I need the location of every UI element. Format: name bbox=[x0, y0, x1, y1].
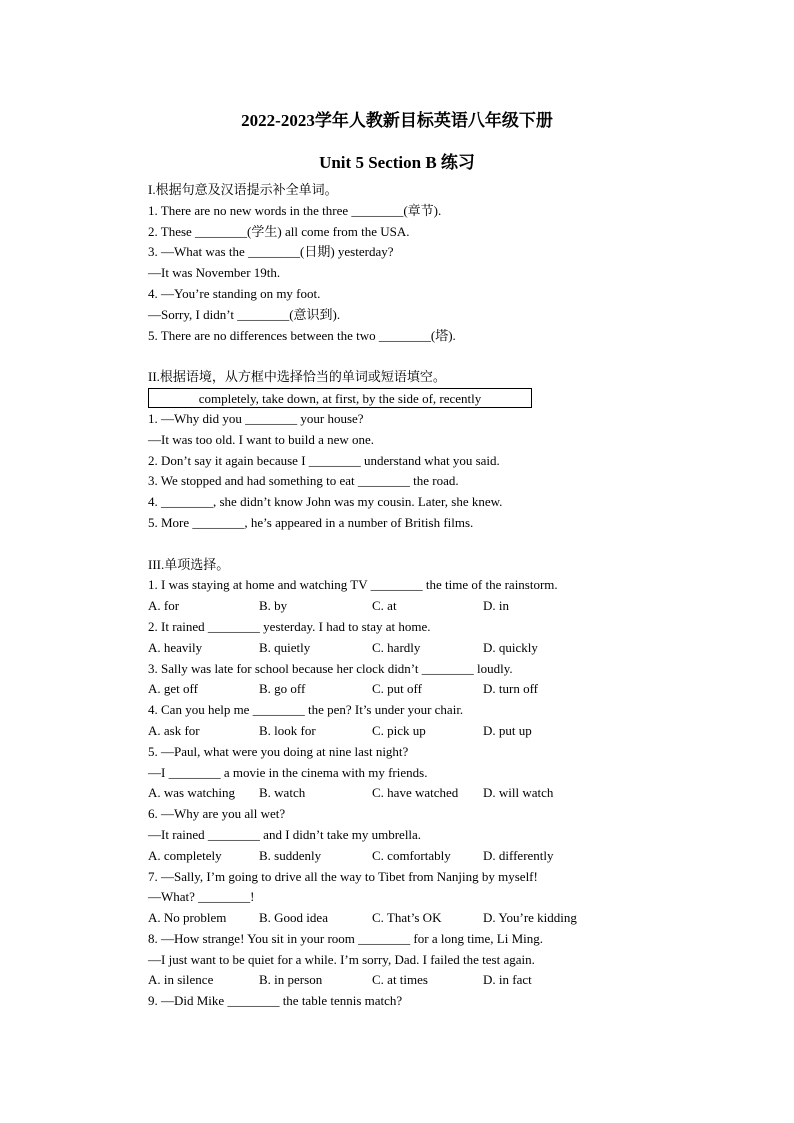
question-line: —What? ________! bbox=[148, 889, 255, 905]
section-3-questions bbox=[148, 575, 648, 1012]
answer-option: A. completely bbox=[148, 847, 222, 863]
question-line: 4. Can you help me ________ the pen? It’s under your chair. bbox=[148, 702, 464, 718]
answer-options bbox=[148, 596, 648, 617]
question-line: —I just want to be quiet for a while. I’m sorry, Dad. I failed the test again. bbox=[148, 951, 535, 967]
answer-option: C. hardly bbox=[372, 639, 421, 655]
answer-option: C. at times bbox=[372, 972, 428, 988]
answer-options bbox=[148, 638, 648, 659]
answer-option: D. put up bbox=[483, 722, 532, 738]
answer-option: A. was watching bbox=[148, 785, 236, 801]
answer-option: B. by bbox=[259, 598, 288, 614]
section-1-line: 2. These ________(学生) all come from the USA. bbox=[148, 223, 410, 239]
answer-option: A. heavily bbox=[148, 639, 203, 655]
answer-option: D. differently bbox=[483, 847, 554, 863]
section-2-line: 4. ________, she didn’t know John was my cousin. Later, she knew. bbox=[148, 494, 503, 510]
answer-option: C. pick up bbox=[372, 722, 426, 738]
answer-options bbox=[148, 970, 648, 991]
word-box: completely, take down, at first, by the side of, recently bbox=[148, 388, 532, 408]
section-1-line: —Sorry, I didn’t ________(意识到). bbox=[148, 306, 341, 322]
answer-option: D. quickly bbox=[483, 639, 538, 655]
answer-options bbox=[148, 846, 648, 867]
answer-option: C. at bbox=[372, 598, 397, 614]
section-1-line: 4. —You’re standing on my foot. bbox=[148, 285, 321, 301]
answer-option: C. put off bbox=[372, 681, 422, 697]
answer-option: A. No problem bbox=[148, 910, 227, 926]
answer-option: D. You’re kidding bbox=[483, 910, 577, 926]
section-1-line: 1. There are no new words in the three ________(章节). bbox=[148, 202, 442, 218]
worksheet-title: 2022-2023学年人教新目标英语八年级下册 bbox=[241, 111, 553, 130]
section-1-lines bbox=[148, 201, 648, 347]
answer-option: A. ask for bbox=[148, 722, 200, 738]
question-line: 5. —Paul, what were you doing at nine last night? bbox=[148, 743, 409, 759]
section-1-heading: I.根据句意及汉语提示补全单词。 bbox=[148, 182, 338, 197]
answer-option: B. Good idea bbox=[259, 910, 328, 926]
section-2-line: —It was too old. I want to build a new one. bbox=[148, 431, 375, 447]
section-2-line: 2. Don’t say it again because I ________ understand what you said. bbox=[148, 452, 500, 468]
answer-option: B. suddenly bbox=[259, 847, 322, 863]
section-2-heading: II.根据语境，从方框中选择恰当的单词或短语填空。 bbox=[148, 369, 446, 385]
answer-option: A. for bbox=[148, 598, 180, 614]
answer-option: D. in bbox=[483, 598, 509, 614]
worksheet-subtitle: Unit 5 Section B 练习 bbox=[319, 153, 475, 172]
worksheet-content bbox=[148, 180, 648, 1012]
question-line: 6. —Why are you all wet? bbox=[148, 806, 286, 822]
section-2-line: 3. We stopped and had something to eat ________ the road. bbox=[148, 473, 459, 489]
question-line: 2. It rained ________ yesterday. I had to stay at home. bbox=[148, 618, 431, 634]
section-1-line: 5. There are no differences between the two ________(塔). bbox=[148, 327, 456, 343]
question-line: 8. —How strange! You sit in your room ________ for a long time, Li Ming. bbox=[148, 930, 544, 946]
answer-option: D. turn off bbox=[483, 681, 539, 697]
answer-option: C. That’s OK bbox=[372, 910, 442, 926]
answer-option: A. in silence bbox=[148, 972, 214, 988]
answer-options bbox=[148, 908, 648, 929]
answer-option: B. watch bbox=[259, 785, 306, 801]
answer-option: A. get off bbox=[148, 681, 198, 697]
answer-options bbox=[148, 721, 648, 742]
section-1-line: —It was November 19th. bbox=[148, 265, 281, 281]
section-1-line: 3. —What was the ________(日期) yesterday? bbox=[148, 244, 394, 260]
section-2-line: 1. —Why did you ________ your house? bbox=[148, 410, 364, 426]
answer-option: C. have watched bbox=[372, 785, 459, 801]
section-2-lines bbox=[148, 409, 648, 534]
section-3-heading: III.单项选择。 bbox=[148, 556, 230, 572]
answer-options bbox=[148, 783, 648, 804]
question-line: —It rained ________ and I didn’t take my umbrella. bbox=[148, 826, 422, 842]
answer-option: D. will watch bbox=[483, 785, 554, 801]
question-line: 1. I was staying at home and watching TV ________ the time of the rainstorm. bbox=[148, 577, 558, 593]
answer-option: B. quietly bbox=[259, 639, 311, 655]
answer-option: B. look for bbox=[259, 722, 316, 738]
section-2-line: 5. More ________, he’s appeared in a number of British films. bbox=[148, 514, 474, 530]
answer-option: D. in fact bbox=[483, 972, 532, 988]
question-line: —I ________ a movie in the cinema with my friends. bbox=[148, 764, 428, 780]
question-line: 7. —Sally, I’m going to drive all the way to Tibet from Nanjing by myself! bbox=[148, 868, 538, 884]
answer-options bbox=[148, 679, 648, 700]
answer-option: B. go off bbox=[259, 681, 306, 697]
question-line: 9. —Did Mike ________ the table tennis match? bbox=[148, 993, 403, 1009]
answer-option: B. in person bbox=[259, 972, 323, 988]
answer-option: C. comfortably bbox=[372, 847, 451, 863]
question-line: 3. Sally was late for school because her clock didn’t ________ loudly. bbox=[148, 660, 513, 676]
